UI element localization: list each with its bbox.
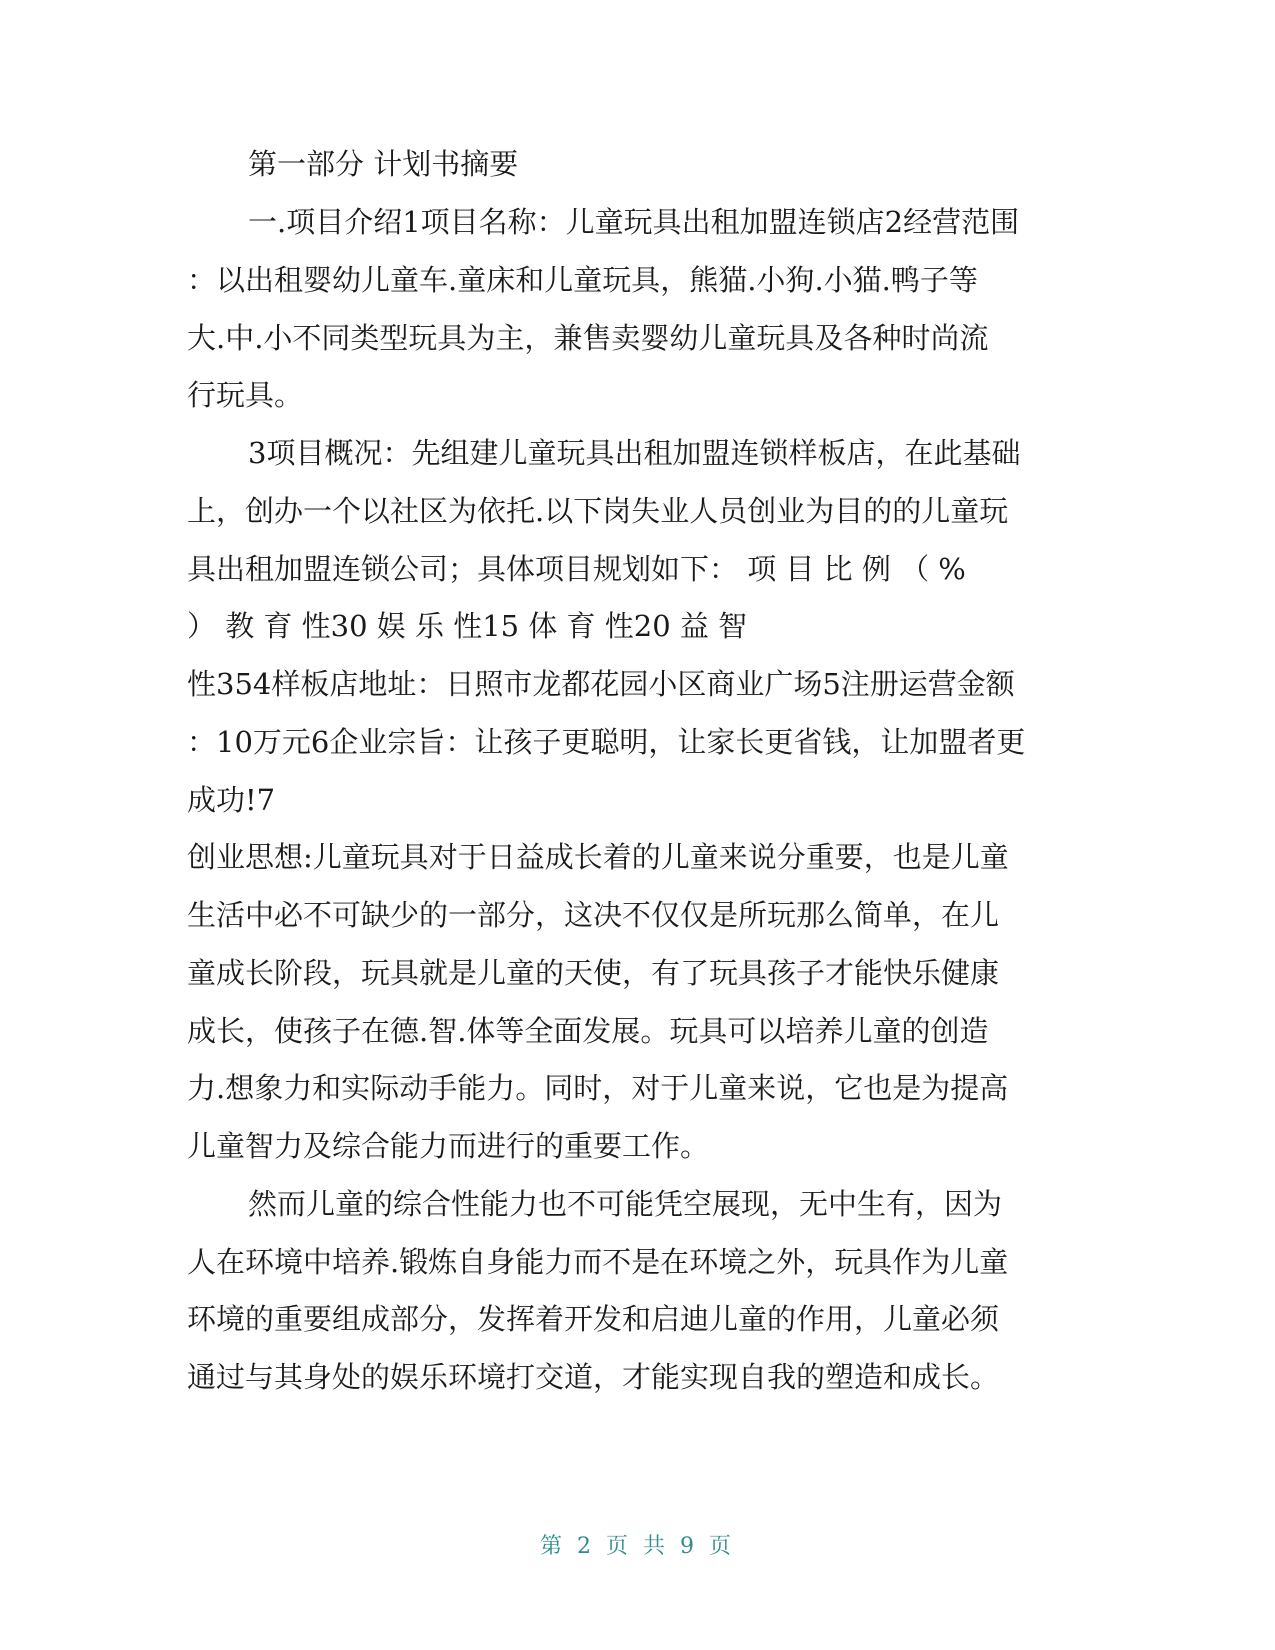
section-heading: 第一部分 计划书摘要 (248, 147, 519, 181)
paragraph-line: 大.中.小不同类型玩具为主，兼售卖婴幼儿童玩具及各种时尚流 (187, 321, 989, 355)
paragraph-line: 性354样板店地址：日照市龙都花园小区商业广场5注册运营金额 (187, 667, 1015, 701)
paragraph-line: 具出租加盟连锁公司；具体项目规划如下： 项 目 比 例 （ % (187, 552, 966, 586)
paragraph-line: 环境的重要组成部分，发挥着开发和启迪儿童的作用，儿童必须 (187, 1302, 1000, 1336)
paragraph-line: ：以出租婴幼儿童车.童床和儿童玩具，熊猫.小狗.小猫.鸭子等 (187, 263, 978, 297)
paragraph-line: 然而儿童的综合性能力也不可能凭空展现，无中生有，因为 (248, 1187, 1003, 1221)
paragraph-line: 成长，使孩子在德.智.体等全面发展。玩具可以培养儿童的创造 (187, 1014, 989, 1048)
paragraph-line: 3项目概况：先组建儿童玩具出租加盟连锁样板店，在此基础 (248, 436, 1021, 470)
paragraph-line: 生活中必不可缺少的一部分，这决不仅仅是所玩那么简单，在儿 (187, 898, 1000, 932)
paragraph-line: 力.想象力和实际动手能力。同时，对于儿童来说，它也是为提高 (187, 1071, 1009, 1105)
paragraph-line: 童成长阶段，玩具就是儿童的天使，有了玩具孩子才能快乐健康 (187, 956, 1000, 990)
paragraph-line: 通过与其身处的娱乐环境打交道，才能实现自我的塑造和成长。 (187, 1360, 1000, 1394)
paragraph-line: 成功!7 (187, 783, 276, 817)
paragraph-line: 一.项目介绍1项目名称：儿童玩具出租加盟连锁店2经营范围 (248, 205, 1020, 239)
paragraph-line: 行玩具。 (187, 378, 304, 412)
paragraph-line: ：10万元6企业宗旨：让孩子更聪明，让家长更省钱，让加盟者更 (187, 725, 1026, 759)
paragraph-line: 儿童智力及综合能力而进行的重要工作。 (187, 1129, 710, 1163)
page-number-footer: 第 2 页 共 9 页 (540, 1534, 735, 1559)
paragraph-line: 上，创办一个以社区为依托.以下岗失业人员创业为目的的儿童玩 (187, 494, 1009, 528)
paragraph-line: 创业思想:儿童玩具对于日益成长着的儿童来说分重要，也是儿童 (187, 840, 1009, 874)
paragraph-line: ） 教 育 性30 娱 乐 性15 体 育 性20 益 智 (187, 609, 748, 643)
paragraph-line: 人在环境中培养.锻炼自身能力而不是在环境之外，玩具作为儿童 (187, 1245, 1009, 1279)
